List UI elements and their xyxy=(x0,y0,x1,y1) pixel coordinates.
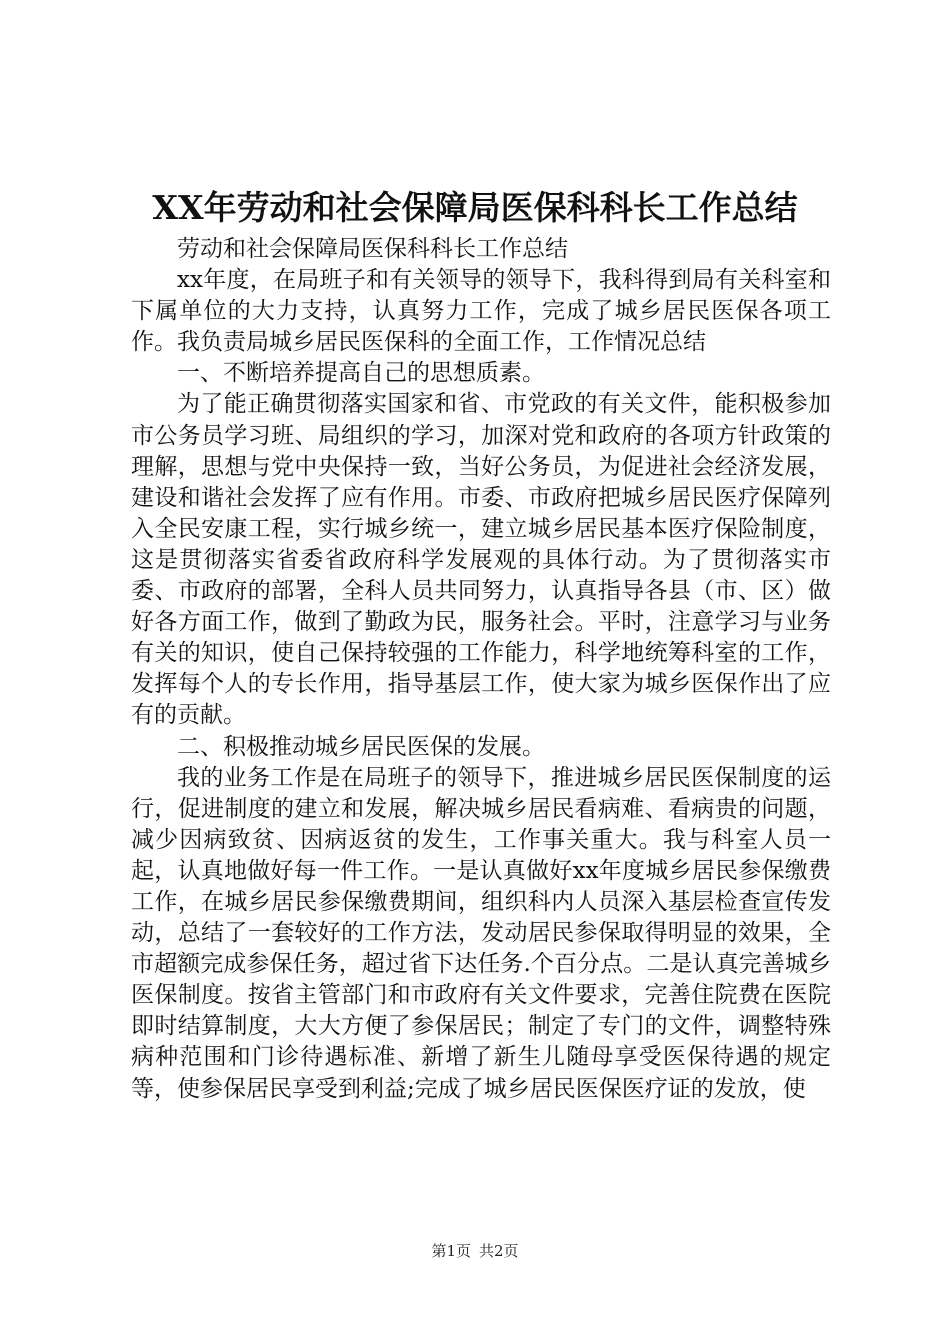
intro-paragraph: xx年度，在局班子和有关领导的领导下，我科得到局有关科室和下属单位的大力支持，认真努力工作，完成了城乡居民医保各项工作。我负责局城乡居民医保科的全面工作，工作情况总结 xyxy=(131,267,831,356)
section-heading-1: 一、不断培养提高自己的思想质素。 xyxy=(177,360,545,387)
section-1-paragraph: 为了能正确贯彻落实国家和省、市党政的有关文件，能积极参加市公务员学习班、局组织的学习，加深对党和政府的各项方针政策的理解，思想与党中央保持一致，当好公务员，为促进社会经济发展，建设和谐社会发挥了应有作用。市委、市政府把城乡居民医疗保障列入全民安康工程，实行城乡统一，建立城乡居民基本医疗保险制度，这是贯彻落实省委省政府科学发展观的具体行动。为了贯彻落实市委、市政府的部署，全科人员共同努力，认真指导各县（市、区）做好各方面工作，做到了勤政为民，服务社会。平时，注意学习与业务有关的知识，使自己保持较强的工作能力，科学地统筹科室的工作，发挥每个人的专长作用，指导基层工作，使大家为城乡医保作出了应有的贡献。 xyxy=(131,391,831,729)
document-body xyxy=(131,234,831,1105)
subtitle-paragraph: 劳动和社会保障局医保科科长工作总结 xyxy=(177,236,568,262)
section-heading-2: 二、积极推动城乡居民医保的发展。 xyxy=(177,733,545,760)
document-title: XX年劳动和社会保障局医保科科长工作总结 xyxy=(152,188,798,227)
page-number-footer xyxy=(0,1241,950,1261)
current-page-label: 第1页 xyxy=(431,1242,471,1260)
total-pages-label: 共2页 xyxy=(479,1242,519,1260)
section-2-paragraph: 我的业务工作是在局班子的领导下，推进城乡居民医保制度的运行，促进制度的建立和发展，解决城乡居民看病难、看病贵的问题，减少因病致贫、因病返贫的发生，工作事关重大。我与科室人员一起，认真地做好每一件工作。一是认真做好xx年度城乡居民参保缴费工作，在城乡居民参保缴费期间，组织科内人员深入基层检查宣传发动，总结了一套较好的工作方法，发动居民参保取得明显的效果，全市超额完成参保任务，超过省下达任务.个百分点。二是认真完善城乡医保制度。按省主管部门和市政府有关文件要求，完善住院费在医院即时结算制度，大大方便了参保居民；制定了专门的文件，调整特殊病种范围和门诊待遇标准、新增了新生儿随母享受医保待遇的规定等，使参保居民享受到利益;完成了城乡居民医保医疗证的发放，使 xyxy=(131,764,831,1102)
